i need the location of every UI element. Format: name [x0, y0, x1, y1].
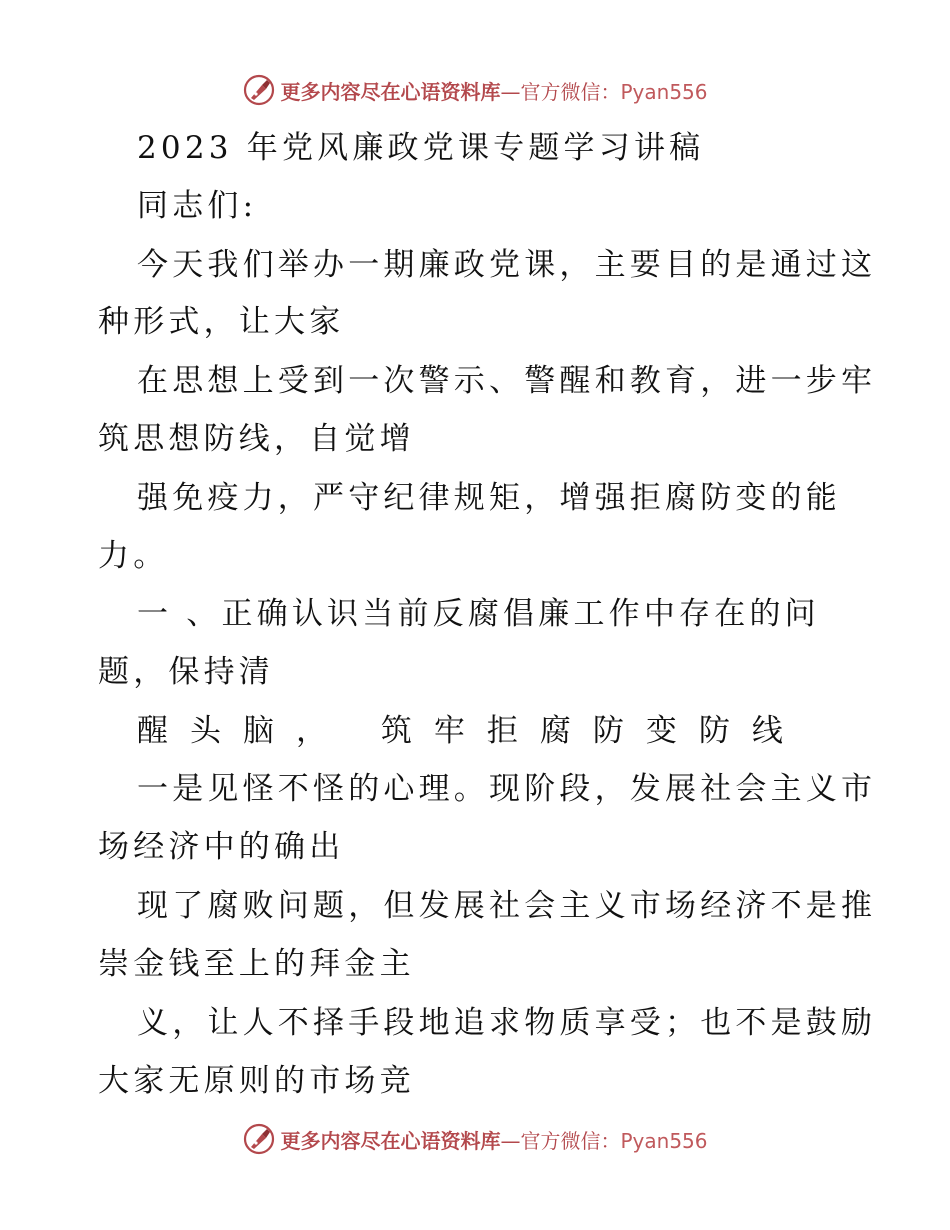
watermark-wechat-id: Pyan556 — [620, 1128, 708, 1153]
footer-watermark — [0, 1119, 950, 1159]
paragraph-line: 场经济中的确出 — [98, 829, 345, 865]
paragraph-line: 强免疫力，严守纪律规矩，增强拒腐防变的能 — [137, 480, 841, 516]
watermark-wechat-label: 官方微信： — [520, 79, 621, 104]
watermark-wechat-label: 官方微信： — [520, 1128, 621, 1153]
paragraph-line: 义，让人不择手段地追求物质享受；也不是鼓励 — [137, 1005, 877, 1041]
paragraph-line: 崇金钱至上的拜金主 — [98, 946, 415, 982]
greeting: 同志们: — [137, 188, 258, 224]
watermark-dash: — — [500, 1128, 521, 1153]
section-heading-line: 一 、正确认识当前反腐倡廉工作中存在的问 — [137, 596, 820, 632]
paragraph-line: 今天我们举办一期廉政党课，主要目的是通过这 — [137, 247, 877, 283]
watermark-main: 更多内容尽在心语资料库 — [280, 1128, 501, 1153]
section-heading-line: 醒头脑， 筑牢拒腐防变防线 — [137, 713, 805, 749]
section-heading-line: 题，保持清 — [98, 654, 274, 690]
paragraph-line: 大家无原则的市场竞 — [98, 1063, 415, 1099]
paragraph-line: 一是见怪不怪的心理。现阶段，发展社会主义市 — [137, 771, 877, 807]
paragraph-line: 力。 — [98, 538, 169, 574]
paragraph-line: 在思想上受到一次警示、警醒和教育，进一步牢 — [137, 363, 877, 399]
watermark-dash: — — [500, 79, 521, 104]
watermark-text — [280, 1125, 707, 1154]
paragraph-line: 种形式，让大家 — [98, 304, 345, 340]
watermark-wechat-id: Pyan556 — [620, 79, 708, 104]
paragraph-line: 现了腐败问题，但发展社会主义市场经济不是推 — [137, 888, 877, 924]
paragraph-line: 筑思想防线，自觉增 — [98, 421, 415, 457]
watermark-main: 更多内容尽在心语资料库 — [280, 79, 501, 104]
pen-nib-logo-icon — [242, 1122, 276, 1156]
document-title: 2023 年党风廉政党课专题学习讲稿 — [137, 130, 705, 166]
